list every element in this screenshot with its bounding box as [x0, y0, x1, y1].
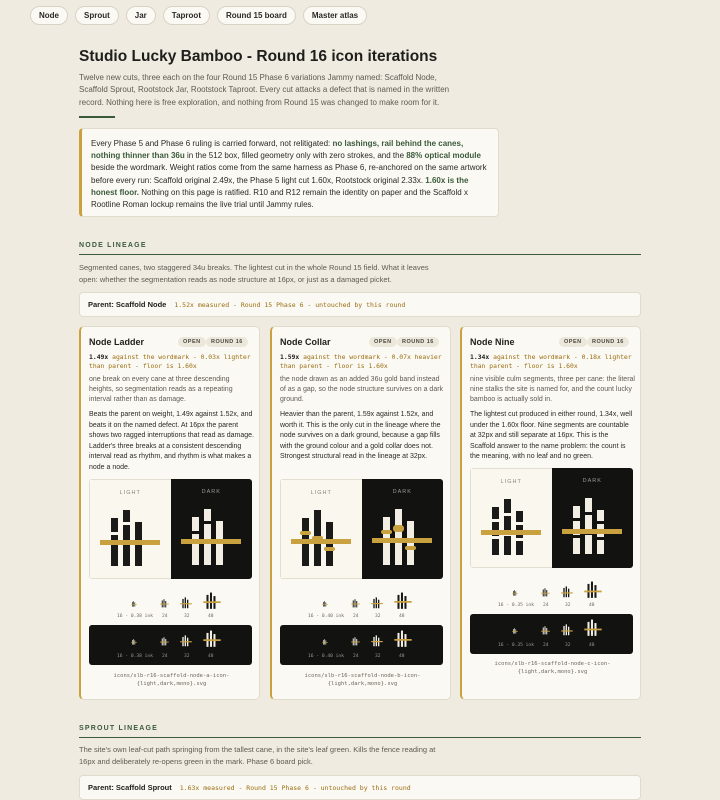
icon-preview: [280, 479, 443, 579]
note-emphasis-2: 88% optical module: [406, 151, 481, 161]
node-collar-icon-24: [351, 637, 360, 646]
node-lineage-rule: [79, 254, 641, 255]
node-nine-icon-16: [512, 590, 518, 596]
preview-dark: [552, 468, 634, 568]
ratio-text: against the wordmark - 0.03x lighter than parent - floor is 1.60x: [89, 353, 251, 370]
size-label: 32: [565, 603, 571, 608]
size-label: 48: [399, 654, 405, 659]
preview-light-label: LIGHT: [500, 479, 522, 485]
preview-light: [470, 468, 552, 568]
card-node-nine: [460, 326, 641, 700]
node-collar-icon-32: [371, 635, 383, 647]
sprout-lineage-desc: The site's own leaf-cut path springing from the tallest cane, in the site's leaf green. Kills the fence reading at 16px and deliberately re-opens green in the mark. Phase 6 board pick.: [79, 745, 436, 766]
size-label: 48: [208, 654, 214, 659]
node-collar-icon-16: [322, 601, 328, 607]
size-label: 24: [543, 603, 549, 608]
preview-light-label: LIGHT: [310, 490, 332, 496]
node-nine-icon: [481, 497, 541, 559]
size-label: 48: [399, 614, 405, 619]
weight-ratio: [280, 353, 445, 371]
size-label: 32: [565, 643, 571, 648]
size-label: 32: [184, 614, 190, 619]
round-badge: ROUND 16: [206, 337, 248, 347]
node-ladder-icon: [181, 507, 241, 569]
note-text-3: beside the wordmark. Weight ratios come from the same harness as Phase 6, re-anchored on the same artwork before every run: Scaffold original 2.49x, the Phase 5 light cut 1.60x, Rootstock original 2.33x.: [91, 163, 487, 185]
file-path: icons/slb-r16-scaffold-node-c-icon-{light,dark,mono}.svg: [494, 661, 611, 675]
size-label: 24: [353, 614, 359, 619]
card-desc: one break on every cane at three descending heights, so segmentation reads as a repeating interval rather than as damage.: [89, 376, 233, 403]
node-collar-icon-48: [394, 630, 412, 648]
nav-node[interactable]: Node: [30, 6, 68, 25]
node-nine-icon-32: [561, 624, 573, 636]
size-label: 16 - 0.38 ink: [117, 614, 153, 619]
size-strip-light: [280, 587, 443, 627]
size-label: 32: [375, 614, 381, 619]
rulings-note: [79, 128, 499, 217]
size-strip-light: [89, 587, 252, 627]
node-collar-icon-24: [351, 599, 360, 608]
parent-meta: 1.52x measured - Round 15 Phase 6 - untouched by this round: [174, 300, 406, 309]
size-strip-dark: [280, 625, 443, 665]
node-collar-icon-16: [322, 639, 328, 645]
card-body: The lightest cut produced in either round, 1.34x, well under the 1.60x floor. Nine segments are countable at 32px and still separate at 16px. This is the Scaffold answer to the name problem: the count is the meaning, with no leaf and no green.: [470, 411, 633, 460]
preview-dark: [362, 479, 444, 579]
card-body: Heavier than the parent, 1.59x against 1.52x, and worth it. This is the only cut in the lineage where the node survives on a dark ground, because a gap fills with the ground colour and a gold collar does not. Strongest structural read in the lineage at 32px.: [280, 411, 441, 460]
parent-scaffold-node: [79, 292, 641, 317]
node-nine-icon-16: [512, 628, 518, 634]
size-label: 48: [589, 603, 595, 608]
size-label: 32: [375, 654, 381, 659]
icon-preview: [89, 479, 252, 579]
page-title: Studio Lucky Bamboo - Round 16 icon iterations: [79, 48, 438, 65]
size-strip-dark: [470, 614, 633, 654]
card-node-collar: [270, 326, 451, 700]
node-nine-icon-24: [541, 626, 550, 635]
ratio-value: 1.59x: [280, 353, 300, 361]
size-label: 48: [208, 614, 214, 619]
size-label: 16 - 0.35 ink: [498, 603, 534, 608]
card-title: Node Ladder: [89, 337, 145, 347]
node-collar-icon: [291, 508, 351, 570]
file-path: icons/slb-r16-scaffold-node-b-icon-{light,dark,mono}.svg: [304, 673, 421, 687]
ratio-value: 1.34x: [470, 353, 490, 361]
card-desc: the node drawn as an added 36u gold band instead of as a gap, so the node structure survives on a dark ground.: [280, 376, 444, 403]
note-text-1: Every Phase 5 and Phase 6 ruling is carried forward, not relitigated:: [91, 139, 333, 148]
node-ladder-icon-16: [131, 639, 137, 645]
node-collar-icon-48: [394, 592, 412, 610]
weight-ratio: [89, 353, 254, 371]
note-emphasis-3: 1.60x is the honest floor.: [91, 175, 469, 197]
size-label: 48: [589, 643, 595, 648]
sprout-lineage-rule: [79, 737, 641, 738]
ratio-text: against the wordmark - 0.07x heavier than parent - floor is 1.60x: [280, 353, 442, 370]
preview-dark: [171, 479, 253, 579]
parent-label: Parent: Scaffold Sprout: [88, 783, 172, 792]
weight-ratio: [470, 353, 635, 371]
parent-label: Parent: Scaffold Node: [88, 300, 167, 309]
card-desc: nine visible culm segments, three per cane: the literal nine stalks the site is named for, and the count lucky bamboo is actually sold in.: [470, 376, 635, 403]
size-label: 24: [353, 654, 359, 659]
sprout-lineage-title: SPROUT LINEAGE: [79, 725, 159, 732]
size-label: 32: [184, 654, 190, 659]
nav-taproot[interactable]: Taproot: [163, 6, 210, 25]
icon-preview: [470, 468, 633, 568]
size-label: 16 - 0.35 ink: [498, 643, 534, 648]
note-text-4: Nothing on this page is ratified. R10 and R12 remain the identity on paper and the Scaffold x Rootline Roman lockup remains the live trial until Jammy rules.: [91, 187, 468, 210]
size-label: 16 - 0.40 ink: [308, 614, 344, 619]
preview-light: [280, 479, 362, 579]
preview-dark-label: DARK: [201, 489, 221, 495]
node-ladder-icon-48: [203, 592, 221, 610]
title-divider: [79, 116, 115, 118]
status-badge: OPEN: [178, 337, 206, 347]
node-ladder-icon-48: [203, 630, 221, 648]
ratio-value: 1.49x: [89, 353, 109, 361]
top-nav: [30, 6, 367, 25]
nav-sprout[interactable]: Sprout: [75, 6, 119, 25]
node-nine-icon: [562, 496, 622, 558]
node-ladder-icon-24: [160, 599, 169, 608]
node-nine-icon-48: [584, 581, 602, 599]
size-label: 16 - 0.40 ink: [308, 654, 344, 659]
node-ladder-icon-32: [180, 635, 192, 647]
node-ladder-icon-24: [160, 637, 169, 646]
preview-dark-label: DARK: [582, 478, 602, 484]
note-text-2: in the 512 box, filled geometry only with zero strokes, and the: [184, 151, 407, 161]
card-node-ladder: [79, 326, 260, 700]
node-nine-icon-24: [541, 588, 550, 597]
preview-light: [89, 479, 171, 579]
status-badge: OPEN: [559, 337, 587, 347]
nav-master-atlas[interactable]: Master atlas: [303, 6, 367, 25]
file-path: icons/slb-r16-scaffold-node-a-icon-{light,dark,mono}.svg: [113, 673, 230, 687]
nav-round-15-board[interactable]: Round 15 board: [217, 6, 296, 25]
node-ladder-icon: [100, 508, 160, 570]
parent-scaffold-sprout: [79, 775, 641, 800]
size-strip-light: [470, 576, 633, 616]
node-lineage-desc: Segmented canes, two staggered 34u breaks. The lightest cut in the whole Round 15 field. What it leaves open: whether the segmentation reads as node structure at 16px, or just as a damaged picket.: [79, 263, 429, 284]
note-emphasis-1: no lashings, rail behind the canes, nothing thinner than 36u: [91, 139, 464, 161]
round-badge: ROUND 16: [587, 337, 629, 347]
node-ladder-icon-32: [180, 597, 192, 609]
card-title: Node Collar: [280, 337, 331, 347]
node-lineage-title: NODE LINEAGE: [79, 242, 147, 249]
parent-meta: 1.63x measured - Round 15 Phase 6 - untouched by this round: [179, 783, 411, 792]
size-label: 24: [543, 643, 549, 648]
card-body: Beats the parent on weight, 1.49x against 1.52x, and beats it on the named defect. At 16px the parent shows two ragged interruptions that read as damage. Ladder's three breaks at a consistent descending interval read as rhythm, and rhythm is what makes a node a node.: [89, 411, 254, 471]
node-nine-icon-32: [561, 586, 573, 598]
node-ladder-icon-16: [131, 601, 137, 607]
node-nine-icon-48: [584, 619, 602, 637]
preview-dark-label: DARK: [392, 489, 412, 495]
size-label: 16 - 0.38 ink: [117, 654, 153, 659]
card-title: Node Nine: [470, 337, 515, 347]
preview-light-label: LIGHT: [119, 490, 141, 496]
status-badge: OPEN: [369, 337, 397, 347]
size-strip-dark: [89, 625, 252, 665]
size-label: 24: [162, 654, 168, 659]
size-label: 24: [162, 614, 168, 619]
round-badge: ROUND 16: [397, 337, 439, 347]
ratio-text: against the wordmark - 0.18x lighter than parent - floor is 1.60x: [470, 353, 632, 370]
intro-text: Twelve new cuts, three each on the four Round 15 Phase 6 variations Jammy named: Scaffold Node, Scaffold Sprout, Rootstock Jar, Rootstock Taproot. Every cut attacks a defect that is named in the written record. Nothing here is free exploration, and nothing from Round 15 was changed to make room for it.: [79, 73, 450, 107]
nav-jar[interactable]: Jar: [126, 6, 156, 25]
node-collar-icon-32: [371, 597, 383, 609]
node-collar-icon: [372, 507, 432, 569]
